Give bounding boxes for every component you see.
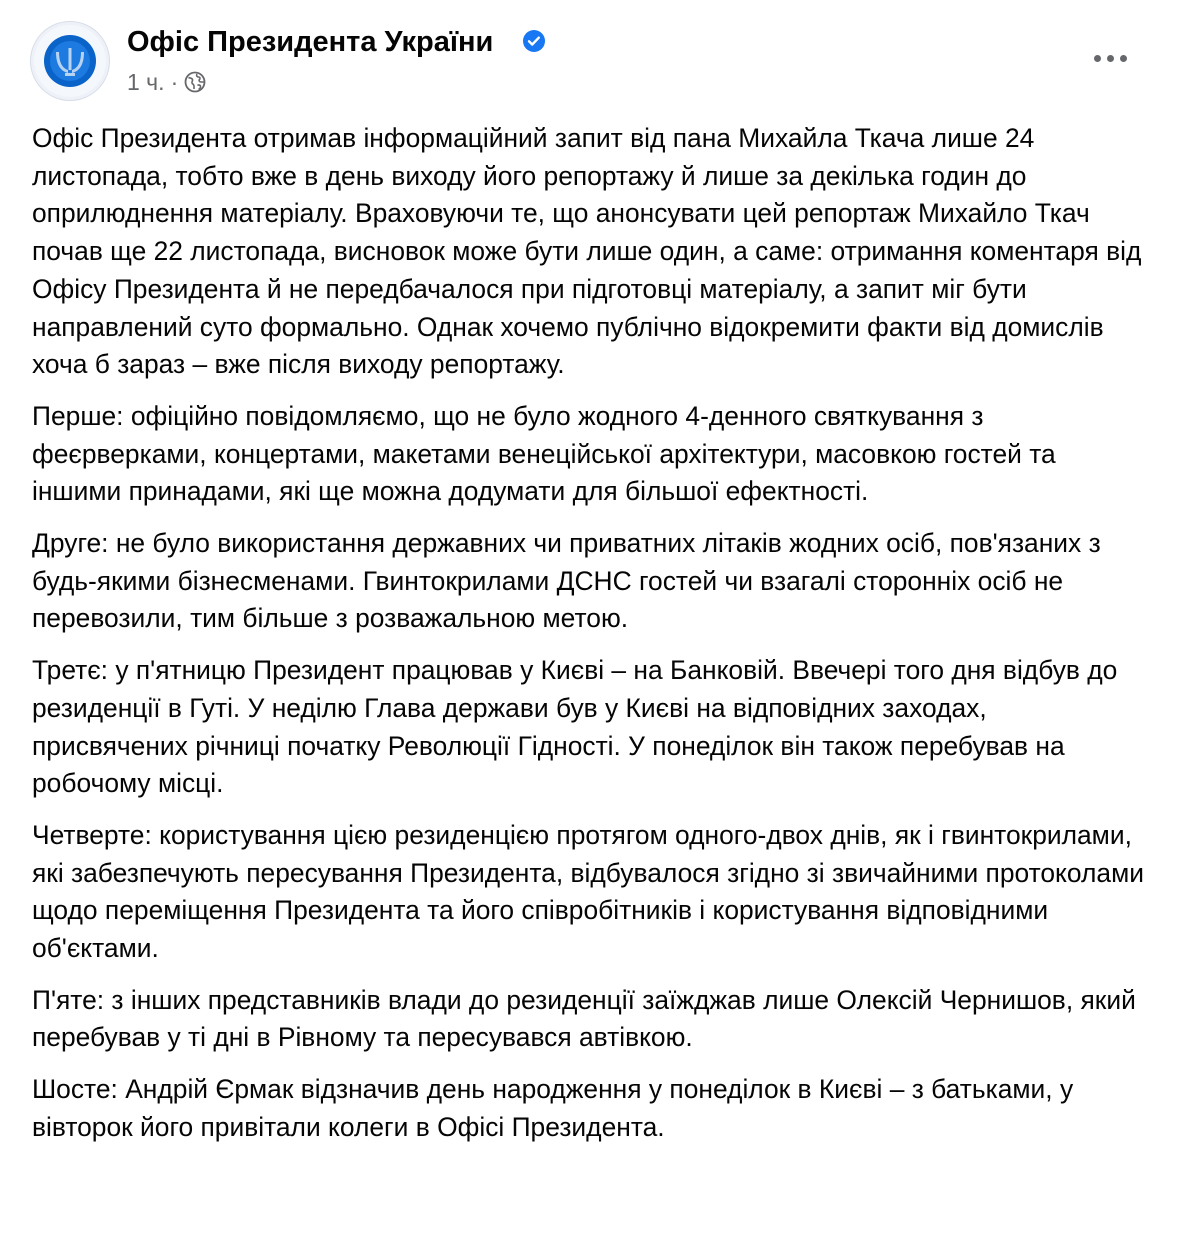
meta-separator: · bbox=[170, 69, 179, 95]
post-paragraph-first: Перше: офіційно повідомляємо, що не було жодного 4-денного святкування з феєрверками, концертами, макетами венеційської архітектури, масовкою гостей та іншими принадами, які ще можна додумати для більшої ефектності. bbox=[32, 400, 1056, 507]
more-options-button[interactable] bbox=[1088, 40, 1132, 76]
post-header bbox=[0, 0, 1178, 120]
page-avatar[interactable] bbox=[30, 21, 110, 101]
post-paragraph-second: Друге: не було використання державних чи приватних літаків жодних осіб, пов'язаних з будь-якими бізнесменами. Гвинтокрилами ДСНС гостей чи взагалі сторонніх осіб не перевозили, тим більше з розважальною метою. bbox=[32, 528, 1101, 634]
more-dot bbox=[1120, 55, 1127, 62]
post-paragraph-third: Третє: у п'ятницю Президент працював у Києві – на Банковій. Ввечері того дня відбув до резиденції в Гуті. У неділю Глава держави був у Києві на відповідних заходах, присвячених річниці початку Революції Гідності. У понеділок він також перебував на робочому місці. bbox=[32, 655, 1118, 799]
post-paragraph-fifth: П'яте: з інших представників влади до резиденції заїжджав лише Олексій Чернишов, який перебував у ті дні в Рівному та пересувався автівкою. bbox=[32, 984, 1136, 1053]
post-text bbox=[32, 120, 1148, 1161]
post-timestamp[interactable]: 1 ч. bbox=[127, 69, 165, 95]
verified-badge-icon bbox=[522, 29, 546, 53]
more-dot bbox=[1094, 55, 1101, 62]
post-paragraph-fourth: Четверте: користування цією резиденцією протягом одного-двох днів, як і гвинтокрилами, які забезпечують пересування Президента, відбувалося згідно зі звичайними протоколами щодо переміщення Президента та його співробітників і користування відповідними об'єктами. bbox=[32, 819, 1144, 964]
post-meta bbox=[127, 67, 206, 97]
trident-logo-icon bbox=[31, 22, 109, 100]
globe-icon[interactable] bbox=[184, 71, 206, 93]
more-dot bbox=[1107, 55, 1114, 62]
post-paragraph-sixth: Шосте: Андрій Єрмак відзначив день народження у понеділок в Києві – з батьками, у вівторок його привітали колеги в Офісі Президента. bbox=[32, 1074, 1074, 1142]
post-paragraph-intro: Офіс Президента отримав інформаційний запит від пана Михайла Ткача лише 24 листопада, тобто вже в день виходу його репортажу й лише за декілька годин до оприлюднення матеріалу. Враховуючи те, що анонсувати цей репортаж Михайло Ткач почав ще 22 листопада, висновок може бути лише один, а саме: отримання коментаря від Офісу Президента й не передбачалося при підготовці матеріалу, а запит міг бути направлений суто формально. Однак хочемо публічно відокремити факти від домислів хоча б зараз – вже після виходу репортажу. bbox=[32, 123, 1142, 380]
page-name[interactable]: Офіс Президента України bbox=[127, 26, 494, 58]
